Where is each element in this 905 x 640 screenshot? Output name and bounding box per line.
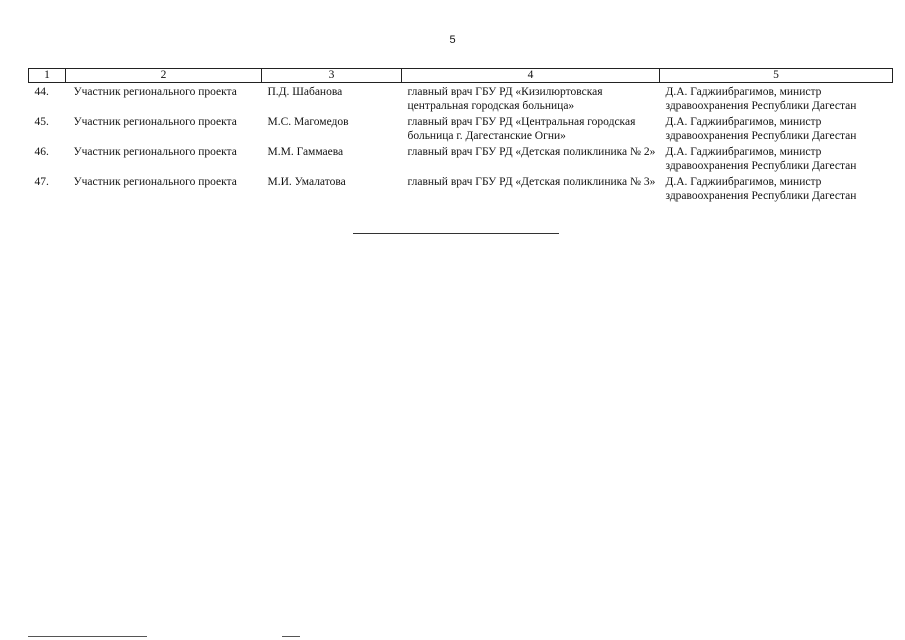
column-header-3: 3 xyxy=(262,69,402,83)
header-row xyxy=(29,69,893,83)
person-name: П.Д. Шабанова xyxy=(267,86,343,98)
table-header xyxy=(29,69,893,83)
person-position: главный врач ГБУ РД «Кизилюртовская центральная городская больница» xyxy=(407,86,603,112)
column-header-1: 1 xyxy=(29,69,66,83)
row-number: 44. xyxy=(34,86,49,98)
participant-role: Участник регионального проекта xyxy=(73,146,237,158)
row-number: 45. xyxy=(34,116,49,128)
table-row xyxy=(29,173,893,203)
column-header-4: 4 xyxy=(402,69,660,83)
supervisor: Д.А. Гаджиибрагимов, министр здравоохранения Республики Дагестан xyxy=(665,176,857,202)
page-number: 5 xyxy=(449,34,456,46)
participant-role: Участник регионального проекта xyxy=(73,86,237,98)
column-header-5: 5 xyxy=(660,69,893,83)
table-row xyxy=(29,143,893,173)
supervisor: Д.А. Гаджиибрагимов, министр здравоохранения Республики Дагестан xyxy=(665,146,857,172)
person-position: главный врач ГБУ РД «Детская поликлиника № 3» xyxy=(407,176,656,188)
person-position: главный врач ГБУ РД «Детская поликлиника № 2» xyxy=(407,146,656,158)
table-row xyxy=(29,83,893,114)
participant-role: Участник регионального проекта xyxy=(73,176,237,188)
person-name: М.И. Умалатова xyxy=(267,176,346,188)
footer-divider-left xyxy=(28,636,147,637)
column-header-2: 2 xyxy=(66,69,262,83)
project-participants-table xyxy=(28,68,893,203)
participant-role: Участник регионального проекта xyxy=(73,116,237,128)
person-name: М.С. Магомедов xyxy=(267,116,349,128)
supervisor: Д.А. Гаджиибрагимов, министр здравоохранения Республики Дагестан xyxy=(665,86,857,112)
supervisor: Д.А. Гаджиибрагимов, министр здравоохранения Республики Дагестан xyxy=(665,116,857,142)
table-body xyxy=(29,83,893,204)
row-number: 47. xyxy=(34,176,49,188)
table-row xyxy=(29,113,893,143)
row-number: 46. xyxy=(34,146,49,158)
end-of-table-divider xyxy=(353,233,559,234)
footer-divider-mid xyxy=(282,636,300,637)
person-position: главный врач ГБУ РД «Центральная городская больница г. Дагестанские Огни» xyxy=(407,116,636,142)
person-name: М.М. Гаммаева xyxy=(267,146,344,158)
